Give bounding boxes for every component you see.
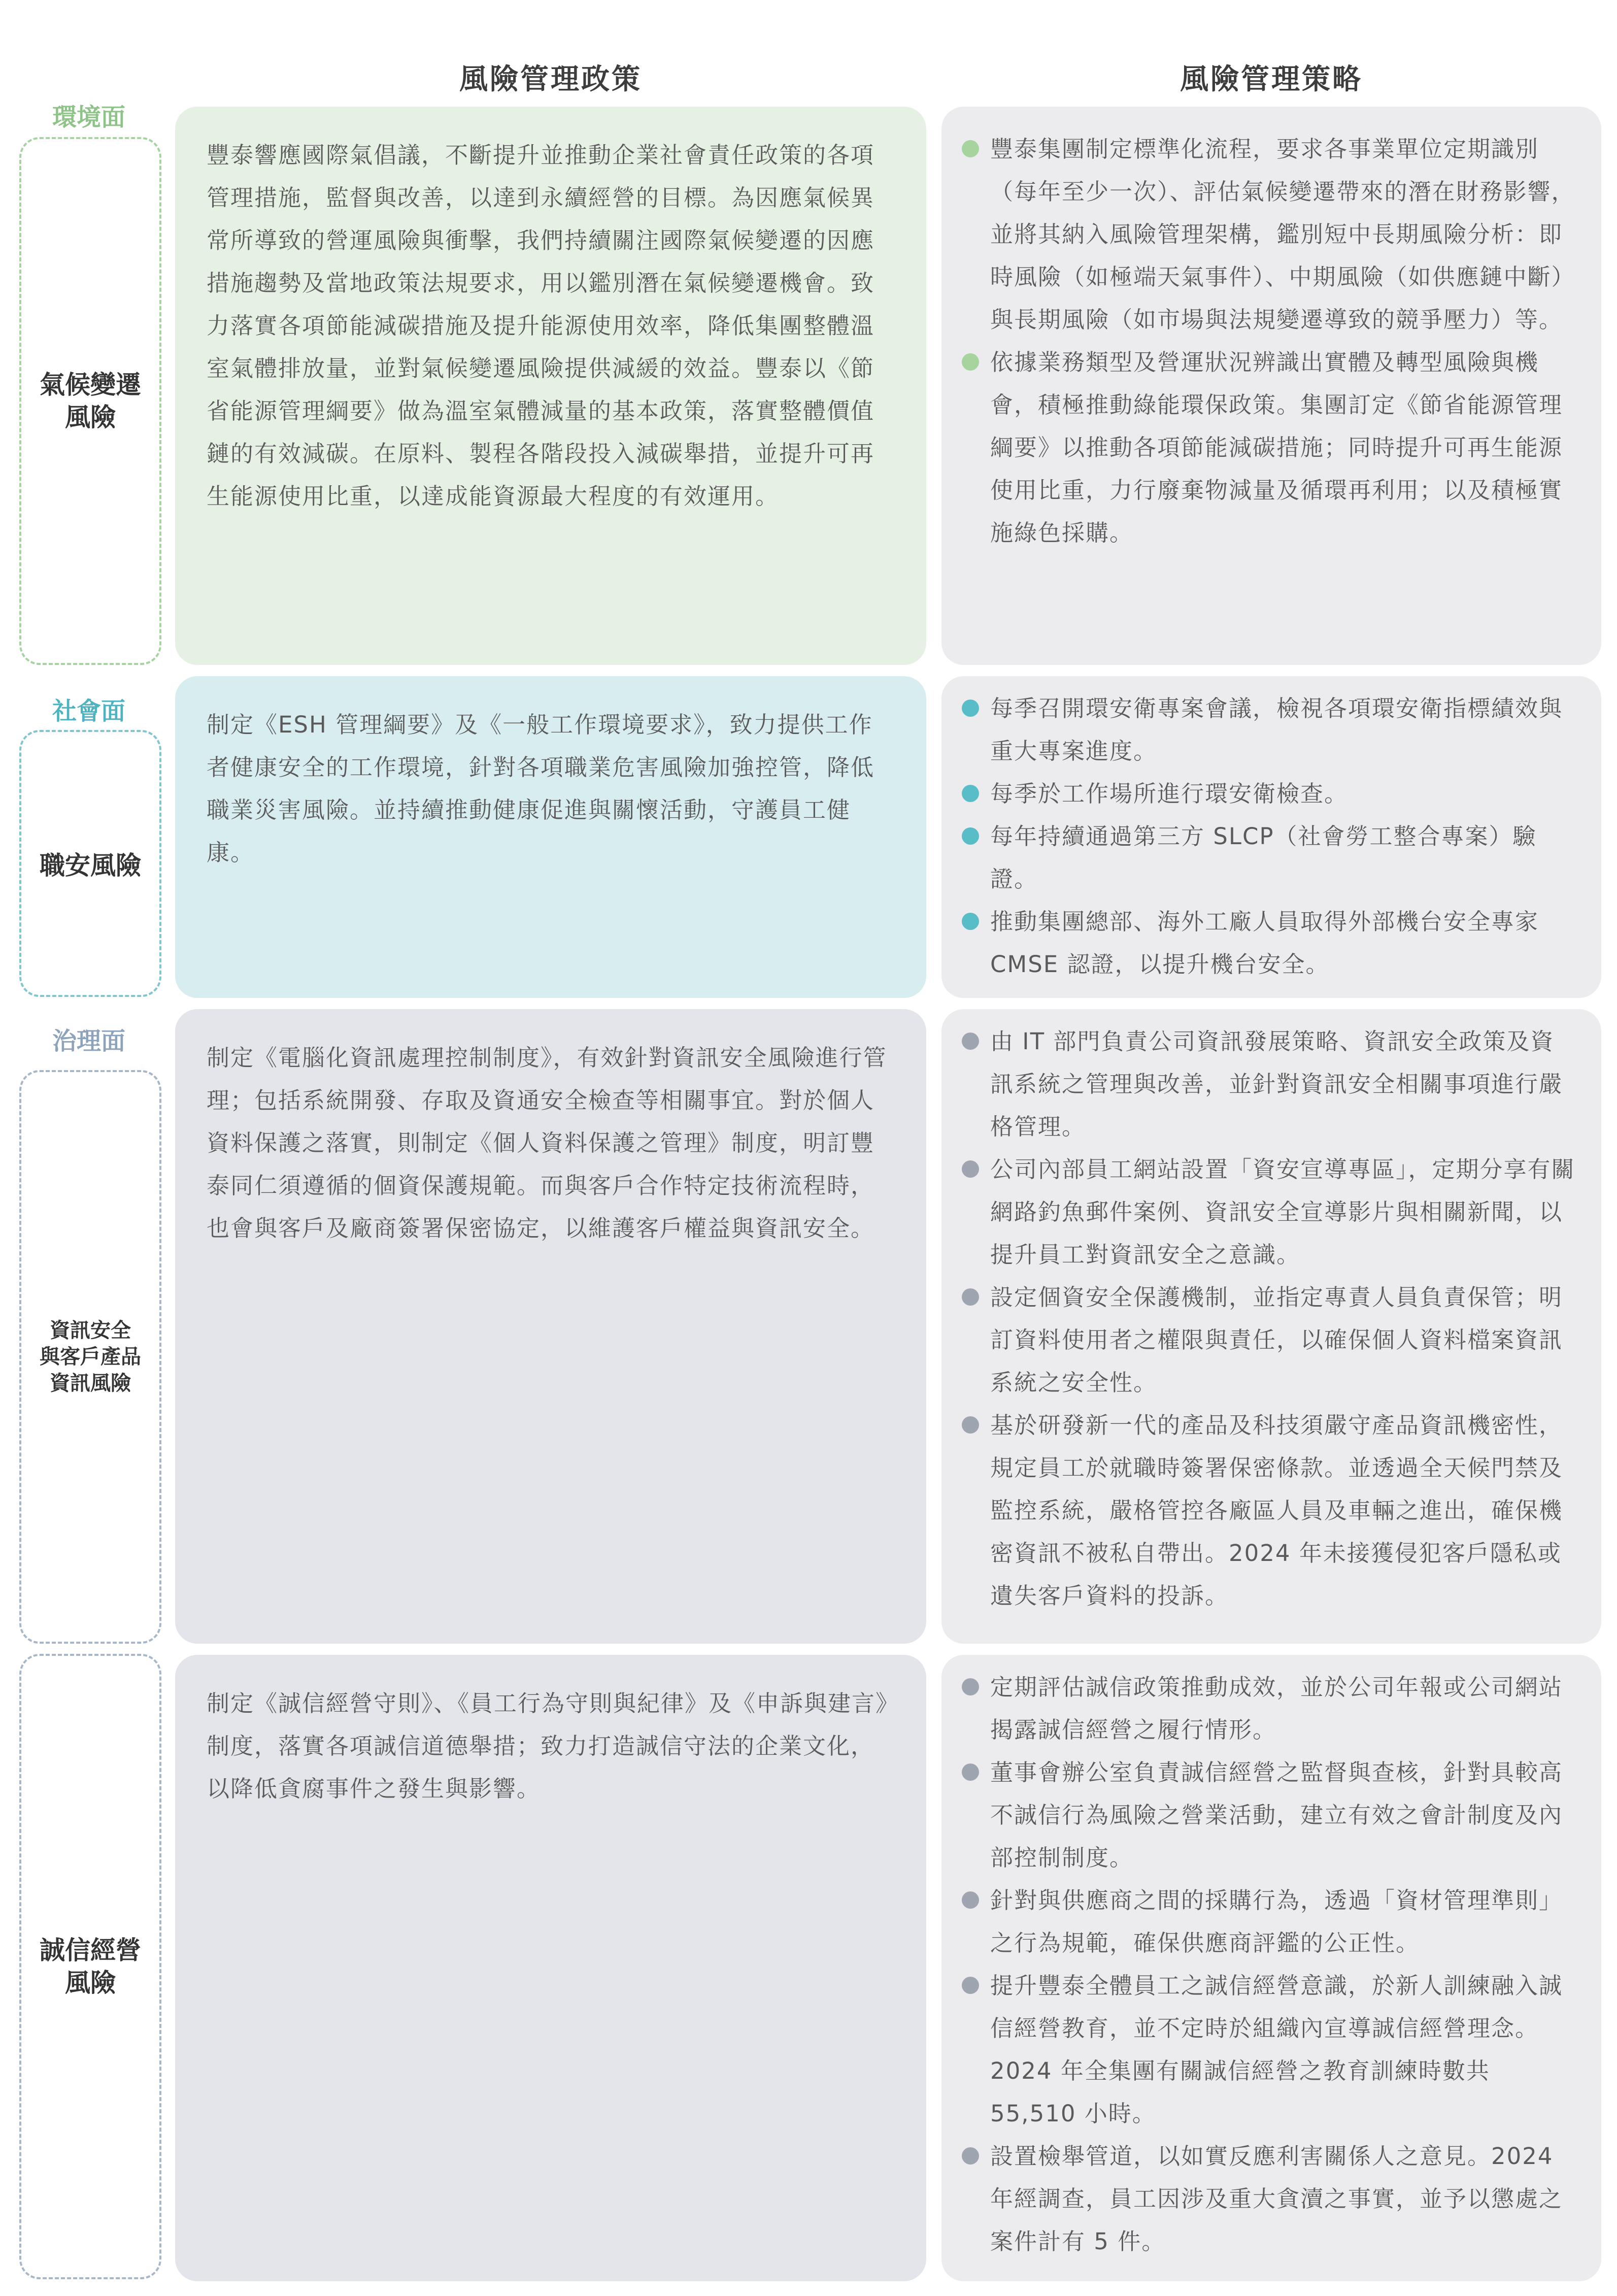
bullet-dot-icon — [962, 1977, 979, 1994]
risk-label-climate — [19, 137, 161, 665]
strategy-item: 由 IT 部門負責公司資訊發展策略、資訊安全政策及資訊系統之管理與改善，並針對資訊安全相關事項進行嚴格管理。 — [962, 1020, 1576, 1148]
strategy-item: 每年持續通過第三方 SLCP（社會勞工整合專案）驗證。 — [962, 815, 1576, 901]
category-social: 社會面 — [52, 697, 125, 725]
bullet-dot-icon — [962, 827, 979, 845]
bullet-dot-icon — [962, 1678, 979, 1695]
strategy-item: 設定個資安全保護機制，並指定專責人員負責保管；明訂資料使用者之權限與責任，以確保個人資料檔案資訊系統之安全性。 — [962, 1276, 1576, 1404]
strategy-box-integrity — [941, 1655, 1601, 2281]
strategy-list — [962, 1020, 1576, 1617]
policy-text: 制定《電腦化資訊處理控制制度》，有效針對資訊安全風險進行管理；包括系統開發、存取及資通安全檢查等相關事宜。對於個人資料保護之落實，則制定《個人資料保護之管理》制度，明訂豐泰同仁須遵循的個資保護規範。而與客戶合作特定技術流程時，也會與客戶及廠商簽署保密協定，以維護客戶權益與資訊安全。 — [207, 1044, 887, 1242]
policy-box-climate — [175, 107, 926, 665]
bullet-dot-icon — [962, 1416, 979, 1434]
risk-label-line: 風險 — [65, 1968, 116, 1998]
strategy-item: 提升豐泰全體員工之誠信經營意識，於新人訓練融入誠信經營教育，並不定時於組織內宣導誠信經營理念。2024 年全集團有關誠信經營之教育訓練時數共 55,510 小時。 — [962, 1965, 1576, 2135]
strategy-box-infosec — [941, 1009, 1601, 1644]
risk-label-line: 風險 — [65, 403, 116, 432]
bullet-dot-icon — [962, 2147, 979, 2165]
policy-box-ohs — [175, 676, 926, 998]
risk-label-line: 誠信經營 — [40, 1936, 141, 1965]
strategy-item: 針對與供應商之間的採購行為，透過「資材管理準則」之行為規範，確保供應商評鑑的公正性。 — [962, 1879, 1576, 1965]
strategy-item: 董事會辦公室負責誠信經營之監督與查核，針對具較高不誠信行為風險之營業活動，建立有效之會計制度及內部控制制度。 — [962, 1751, 1576, 1879]
risk-label-line: 氣候變遷 — [40, 370, 141, 400]
category-governance: 治理面 — [52, 1027, 125, 1055]
policy-column-header: 風險管理政策 — [459, 63, 642, 96]
risk-label-line: 資訊安全 — [50, 1319, 131, 1342]
bullet-dot-icon — [962, 913, 979, 930]
strategy-item: 定期評估誠信政策推動成效，並於公司年報或公司網站揭露誠信經營之履行情形。 — [962, 1666, 1576, 1751]
strategy-list — [962, 687, 1576, 986]
strategy-list — [962, 1666, 1576, 2263]
bullet-dot-icon — [962, 1763, 979, 1781]
strategy-item: 設置檢舉管道，以如實反應利害關係人之意見。2024 年經調查，員工因涉及重大貪瀆之事實，並予以懲處之案件計有 5 件。 — [962, 2135, 1576, 2263]
strategy-list — [962, 128, 1576, 554]
strategy-item: 每季於工作場所進行環安衛檢查。 — [962, 773, 1576, 815]
bullet-dot-icon — [962, 1033, 979, 1050]
risk-label-line: 職安風險 — [40, 851, 141, 880]
bullet-dot-icon — [962, 353, 979, 371]
risk-label-ohs — [19, 730, 161, 997]
policy-text: 制定《誠信經營守則》、《員工行為守則與紀律》及《申訴與建言》制度，落實各項誠信道德舉措；致力打造誠信守法的企業文化，以降低貪腐事件之發生與影響。 — [207, 1690, 888, 1802]
policy-text: 制定《ESH 管理綱要》及《一般工作環境要求》，致力提供工作者健康安全的工作環境，針對各項職業危害風險加強控管，降低職業災害風險。並持續推動健康促進與關懷活動，守護員工健康。 — [207, 711, 875, 866]
strategy-item: 每季召開環安衛專案會議，檢視各項環安衛指標績效與重大專案進度。 — [962, 687, 1576, 773]
policy-box-infosec — [175, 1009, 926, 1644]
risk-label-infosec — [19, 1070, 161, 1644]
bullet-dot-icon — [962, 1160, 979, 1178]
strategy-item: 推動集團總部、海外工廠人員取得外部機台安全專家 CMSE 認證，以提升機台安全。 — [962, 901, 1576, 986]
strategy-item: 豐泰集團制定標準化流程，要求各事業單位定期識別（每年至少一次）、評估氣候變遷帶來的潛在財務影響，並將其納入風險管理架構，鑑別短中長期風險分析：即時風險（如極端天氣事件）、中期風險（如供應鏈中斷）與長期風險（如市場與法規變遷導致的競爭壓力）等。 — [962, 128, 1576, 341]
strategy-item: 基於研發新一代的產品及科技須嚴守產品資訊機密性，規定員工於就職時簽署保密條款。並透過全天候門禁及監控系統，嚴格管控各廠區人員及車輛之進出，確保機密資訊不被私自帶出。2024 年未接獲侵犯客戶隱私或遺失客戶資料的投訴。 — [962, 1404, 1576, 1617]
bullet-dot-icon — [962, 140, 979, 157]
risk-label-line: 資訊風險 — [50, 1372, 131, 1395]
bullet-dot-icon — [962, 1288, 979, 1306]
policy-text: 豐泰響應國際氣倡議，不斷提升並推動企業社會責任政策的各項管理措施，監督與改善，以達到永續經營的目標。為因應氣候異常所導致的營運風險與衝擊，我們持續關注國際氣候變遷的因應措施趨勢及當地政策法規要求，用以鑑別潛在氣候變遷機會。致力落實各項節能減碳措施及提升能源使用效率，降低集團整體溫室氣體排放量，並對氣候變遷風險提供減緩的效益。豐泰以《節省能源管理綱要》做為溫室氣體減量的基本政策，落實整體價值鏈的有效減碳。在原料、製程各階段投入減碳舉措，並提升可再生能源使用比重，以達成能資源最大程度的有效運用。 — [207, 142, 875, 510]
strategy-item: 公司內部員工網站設置「資安宣導專區」，定期分享有關網路釣魚郵件案例、資訊安全宣導影片與相關新聞，以提升員工對資訊安全之意識。 — [962, 1148, 1576, 1276]
risk-label-integrity — [19, 1654, 161, 2279]
bullet-dot-icon — [962, 785, 979, 802]
strategy-item: 依據業務類型及營運狀況辨識出實體及轉型風險與機會，積極推動綠能環保政策。集團訂定《節省能源管理綱要》以推動各項節能減碳措施；同時提升可再生能源使用比重，力行廢棄物減量及循環再利用；以及積極實施綠色採購。 — [962, 341, 1576, 554]
category-environment: 環境面 — [52, 103, 125, 131]
strategy-box-ohs — [941, 676, 1601, 998]
bullet-dot-icon — [962, 700, 979, 717]
strategy-column-header: 風險管理策略 — [1180, 63, 1363, 96]
bullet-dot-icon — [962, 1891, 979, 1909]
policy-box-integrity — [175, 1655, 926, 2281]
strategy-box-climate — [941, 107, 1601, 665]
risk-label-line: 與客戶產品 — [40, 1345, 141, 1369]
